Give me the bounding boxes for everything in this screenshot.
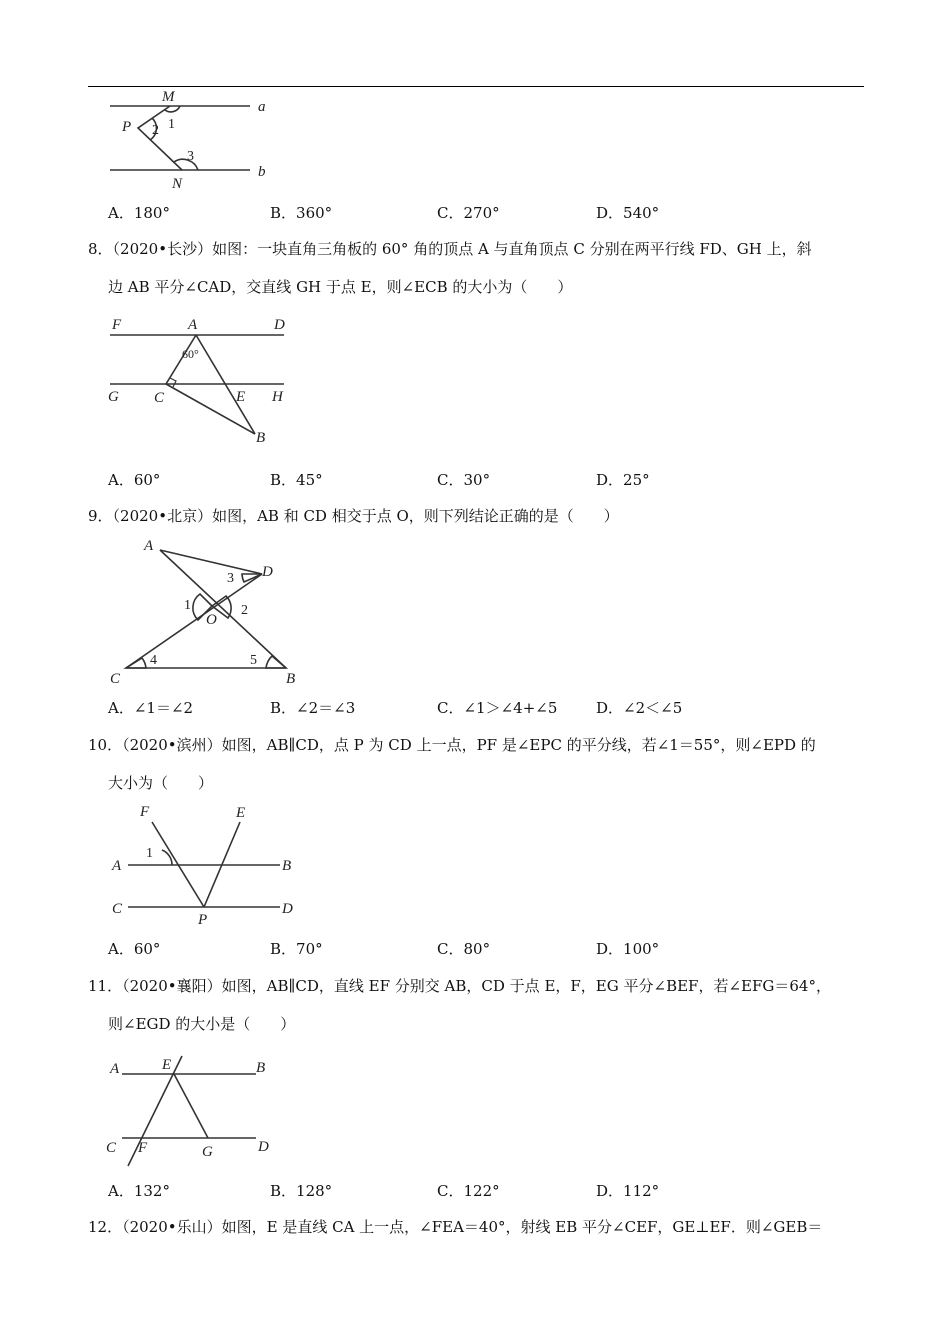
q9-label-a: A (144, 538, 154, 554)
q10-angle-1: 1 (146, 846, 153, 861)
q9-option-b[interactable]: B．∠2＝∠3 (270, 699, 356, 717)
question-11 (88, 975, 864, 1037)
q10-label-f: F (140, 804, 150, 820)
q9-angle-3: 3 (227, 571, 234, 586)
q7-label-n: N (172, 176, 183, 192)
q7-options (108, 202, 808, 226)
q8-label-a: A (188, 317, 198, 333)
q10-label-c: C (112, 901, 123, 917)
q7-figure (100, 88, 280, 192)
q9-angle-4: 4 (150, 653, 157, 668)
q10-label-a: A (112, 858, 122, 874)
q10-label-b: B (282, 858, 292, 874)
q8-label-f: F (112, 317, 122, 333)
header-rule (88, 86, 864, 87)
q9-options (108, 697, 808, 721)
q10-label-p: P (198, 912, 208, 928)
q9-figure (100, 534, 310, 690)
q8-text-line1: 8．（2020•长沙）如图：一块直角三角板的 60° 角的顶点 A 与直角顶点 C 分别在两平行线 FD、GH 上，斜 (88, 240, 812, 258)
q11-options (108, 1180, 808, 1204)
q8-options (108, 469, 808, 493)
q11-label-e: E (162, 1057, 172, 1073)
q9-label-c: C (110, 671, 121, 687)
q8-option-c[interactable]: C．30° (437, 471, 491, 489)
q7-angle-3: 3 (187, 149, 194, 164)
q9-text-line1: 9．（2020•北京）如图，AB 和 CD 相交于点 O，则下列结论正确的是（ ） (88, 507, 619, 525)
q7-label-a: a (258, 99, 266, 115)
q9-option-a[interactable]: A．∠1＝∠2 (108, 699, 194, 717)
q8-label-e: E (236, 389, 246, 405)
q11-label-b: B (256, 1060, 266, 1076)
q11-label-a: A (110, 1061, 120, 1077)
q8-option-d[interactable]: D．25° (596, 471, 650, 489)
q7-angle-1: 1 (168, 117, 175, 132)
q11-label-d: D (258, 1139, 269, 1155)
q9-angle-2: 2 (241, 603, 248, 618)
q9-option-c[interactable]: C．∠1＞∠4+∠5 (437, 699, 558, 717)
question-9 (88, 505, 864, 529)
q8-option-a[interactable]: A．60° (108, 471, 161, 489)
q11-option-b[interactable]: B．128° (270, 1182, 333, 1200)
q8-label-h: H (272, 389, 283, 405)
q11-option-d[interactable]: D．112° (596, 1182, 660, 1200)
q8-label-d: D (274, 317, 285, 333)
q10-option-d[interactable]: D．100° (596, 940, 660, 958)
q10-label-d: D (282, 901, 293, 917)
q7-option-b[interactable]: B．360° (270, 204, 333, 222)
q7-label-p: P (122, 119, 132, 135)
q10-option-c[interactable]: C．80° (437, 940, 491, 958)
q7-label-b: b (258, 164, 266, 180)
q8-figure (100, 308, 300, 448)
q8-label-g: G (108, 389, 119, 405)
q11-option-a[interactable]: A．132° (108, 1182, 170, 1200)
q11-text-line1: 11．（2020•襄阳）如图，AB∥CD，直线 EF 分别交 AB，CD 于点 E，F，EG 平分∠BEF，若∠EFG＝64°， (88, 977, 831, 995)
q8-label-c: C (154, 390, 165, 406)
q7-option-c[interactable]: C．270° (437, 204, 500, 222)
q10-figure (100, 800, 310, 930)
q7-label-m: M (162, 89, 175, 105)
q10-text-line1: 10．（2020•滨州）如图，AB∥CD，点 P 为 CD 上一点，PF 是∠EPC 的平分线，若∠1＝55°，则∠EPD 的 (88, 736, 816, 754)
q7-option-d[interactable]: D．540° (596, 204, 660, 222)
q7-option-a[interactable]: A．180° (108, 204, 170, 222)
q11-label-f: F (138, 1140, 148, 1156)
question-8 (88, 238, 864, 300)
q9-angle-1: 1 (184, 598, 191, 613)
q9-angle-5: 5 (250, 653, 257, 668)
q11-label-g: G (202, 1144, 213, 1160)
q8-angle-60: 60° (182, 347, 199, 361)
question-12 (88, 1216, 864, 1240)
q11-option-c[interactable]: C．122° (437, 1182, 500, 1200)
q9-label-d: D (262, 564, 273, 580)
q10-options (108, 938, 808, 962)
q8-text-line2: 边 AB 平分∠CAD，交直线 GH 于点 E，则∠ECB 的大小为（ ） (108, 278, 573, 296)
q11-figure (100, 1044, 290, 1174)
q10-option-a[interactable]: A．60° (108, 940, 161, 958)
q9-label-b: B (286, 671, 296, 687)
q7-angle-2: 2 (152, 123, 159, 138)
q10-text-line2: 大小为（ ） (108, 774, 214, 792)
q9-option-d[interactable]: D．∠2＜∠5 (596, 699, 683, 717)
q8-label-b: B (256, 430, 266, 446)
q10-label-e: E (236, 805, 246, 821)
q9-label-o: O (206, 612, 217, 628)
q11-text-line2: 则∠EGD 的大小是（ ） (108, 1015, 296, 1033)
q10-option-b[interactable]: B．70° (270, 940, 323, 958)
q8-option-b[interactable]: B．45° (270, 471, 323, 489)
q12-text-line1: 12．（2020•乐山）如图，E 是直线 CA 上一点，∠FEA＝40°，射线 EB 平分∠CEF，GE⊥EF．则∠GEB＝ (88, 1218, 823, 1236)
q11-label-c: C (106, 1140, 117, 1156)
question-10 (88, 734, 864, 796)
